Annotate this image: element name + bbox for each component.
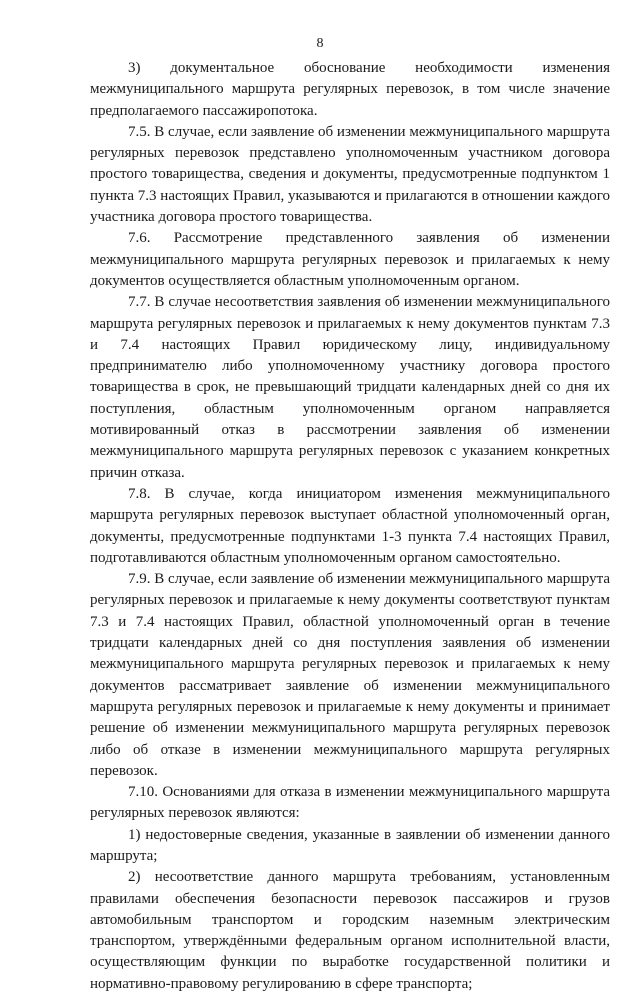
document-body bbox=[90, 58, 610, 995]
paragraph-7-10: 7.10. Основаниями для отказа в изменении межмуниципального маршрута регулярных перевозок являются: bbox=[90, 784, 610, 822]
paragraph-7-6: 7.6. Рассмотрение представленного заявления об изменении межмуниципального маршрута регулярных перевозок и прилагаемых к нему документов осуществляется областным уполномоченным органом. bbox=[90, 230, 610, 289]
paragraph-7-8: 7.8. В случае, когда инициатором изменения межмуниципального маршрута регулярных перевозок выступает областной уполномоченный орган, документы, предусмотренные подпунктами 1-3 пункта 7.4 настоящих Правил, подготавливаются областным уполномоченным органом самостоятельно. bbox=[90, 485, 610, 566]
page-number: 8 bbox=[316, 36, 324, 51]
paragraph-7-9: 7.9. В случае, если заявление об изменении межмуниципального маршрута регулярных перевозок и прилагаемые к нему документы соответствуют пунктам 7.3 и 7.4 настоящих Правил, областной уполномоченный орган в течение тридцати календарных дней со дня поступления заявления об изменении межмуниципального маршрута регулярных перевозок и прилагаемых к нему документов рассматривает заявление об изменении межмуниципального маршрута регулярных перевозок и прилагаемые к нему документы и принимает решение об изменении межмуниципального маршрута регулярных перевозок либо об отказе в изменении межмуниципального маршрута регулярных перевозок. bbox=[90, 571, 610, 779]
paragraph-7-4-item-3: 3) документальное обоснование необходимости изменения межмуниципального маршрута регулярных перевозок, в том числе значение предполагаемого пассажиропотока. bbox=[90, 60, 610, 119]
paragraph-7-10-item-2: 2) несоответствие данного маршрута требованиям, установленным правилами обеспечения безопасности перевозок пассажиров и грузов автомобильным транспортом и городским наземным электрическим транспортом, утверждёнными федеральным органом исполнительной власти, осуществляющим функции по выработке государственной политики и нормативно-правовому регулированию в сфере транспорта; bbox=[90, 869, 610, 992]
paragraph-7-5: 7.5. В случае, если заявление об изменении межмуниципального маршрута регулярных перевозок представлено уполномоченным участником договора простого товарищества, сведения и документы, предусмотренные подпунктом 1 пункта 7.3 настоящих Правил, указываются и прилагаются в отношении каждого участника договора простого товарищества. bbox=[90, 123, 610, 226]
paragraph-7-10-item-1: 1) недостоверные сведения, указанные в заявлении об изменении данного маршрута; bbox=[90, 826, 610, 864]
paragraph-7-7: 7.7. В случае несоответствия заявления об изменении межмуниципального маршрута регулярных перевозок и прилагаемых к нему документов пунктам 7.3 и 7.4 настоящих Правил юридическому лицу, индивидуальному предпринимателю либо уполномоченному участнику договора простого товарищества в срок, не превышающий тридцати календарных дней со дня их поступления, областным уполномоченным органом направляется мотивированный отказ в рассмотрении заявления об изменении межмуниципального маршрута регулярных перевозок с указанием конкретных причин отказа. bbox=[90, 294, 610, 481]
